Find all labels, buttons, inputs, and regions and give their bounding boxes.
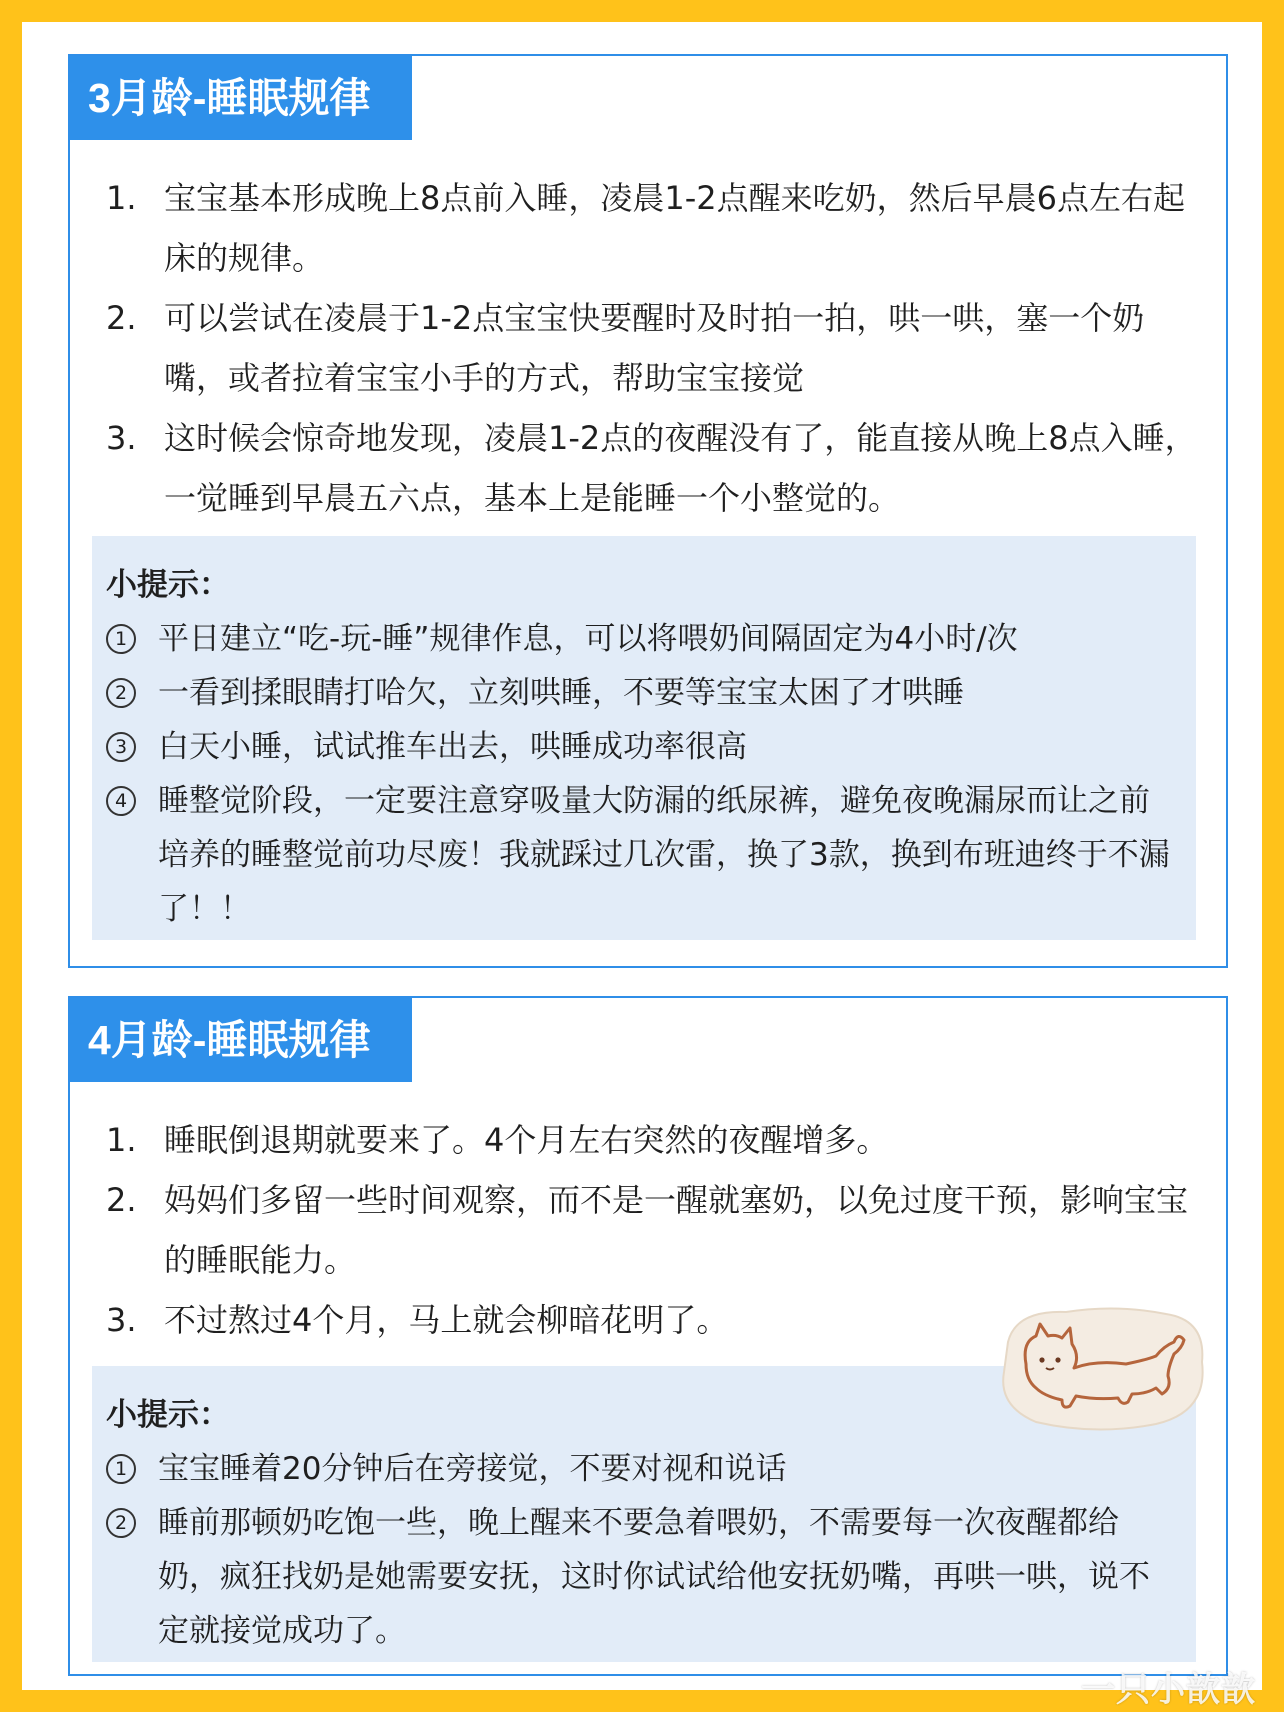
- tip-item: [106, 612, 1180, 666]
- circled-number-icon: 1: [106, 1454, 136, 1484]
- item-number: 1.: [106, 179, 137, 217]
- item-text: 宝宝基本形成晚上8点前入睡，凌晨1-2点醒来吃奶，然后早晨6点左右起床的规律。: [164, 179, 1185, 277]
- tip-text: 睡前那顿奶吃饱一些，晚上醒来不要急着喂奶，不需要每一次夜醒都给奶，疯狂找奶是她需要安抚，这时你试试给他安抚奶嘴，再哄一哄，说不定就接觉成功了。: [158, 1505, 1150, 1649]
- cat-sticker-icon: [996, 1302, 1210, 1434]
- section-title: 3月龄-睡眠规律: [70, 56, 412, 140]
- list-item: [106, 288, 1200, 408]
- item-number: 3.: [106, 1301, 137, 1339]
- list-item: [106, 168, 1200, 288]
- tip-text: 一看到揉眼睛打哈欠，立刻哄睡，不要等宝宝太困了才哄睡: [158, 675, 964, 711]
- item-text: 可以尝试在凌晨于1-2点宝宝快要醒时及时拍一拍，哄一哄，塞一个奶嘴，或者拉着宝宝小手的方式，帮助宝宝接觉: [164, 299, 1145, 397]
- item-number: 1.: [106, 1121, 137, 1159]
- circled-number-icon: 2: [106, 678, 136, 708]
- circled-number-icon: 1: [106, 624, 136, 654]
- list-item: [106, 408, 1200, 528]
- tip-item: [106, 720, 1180, 774]
- item-number: 2.: [106, 1181, 137, 1219]
- circled-number-icon: 3: [106, 732, 136, 762]
- tip-item: [106, 1496, 1180, 1658]
- section-3-month-card: [68, 54, 1228, 968]
- tip-text: 宝宝睡着20分钟后在旁接觉，不要对视和说话: [158, 1451, 787, 1487]
- item-text: 不过熬过4个月，马上就会柳暗花明了。: [164, 1301, 729, 1339]
- tips-box: [92, 536, 1196, 940]
- tip-text: 平日建立“吃-玩-睡”规律作息，可以将喂奶间隔固定为4小时/次: [158, 621, 1018, 657]
- circled-number-icon: 2: [106, 1508, 136, 1538]
- tip-item: [106, 666, 1180, 720]
- item-number: 2.: [106, 299, 137, 337]
- step-list: [106, 168, 1200, 528]
- item-text: 睡眠倒退期就要来了。4个月左右突然的夜醒增多。: [164, 1121, 889, 1159]
- list-item: [106, 1170, 1200, 1290]
- section-title: 4月龄-睡眠规律: [70, 998, 412, 1082]
- item-text: 妈妈们多留一些时间观察，而不是一醒就塞奶，以免过度干预，影响宝宝的睡眠能力。: [164, 1181, 1189, 1279]
- tip-item: [106, 774, 1180, 936]
- watermark: 一只小歆歆: [1081, 1670, 1256, 1710]
- tip-text: 白天小睡，试试推车出去，哄睡成功率很高: [158, 729, 747, 765]
- tips-heading: 小提示：: [106, 567, 230, 603]
- tip-text: 睡整觉阶段，一定要注意穿吸量大防漏的纸尿裤，避免夜晚漏尿而让之前培养的睡整觉前功尽废！我就踩过几次雷，换了3款，换到布班迪终于不漏了！！: [158, 783, 1170, 927]
- item-text: 这时候会惊奇地发现，凌晨1-2点的夜醒没有了，能直接从晚上8点入睡，一觉睡到早晨五六点，基本上是能睡一个小整觉的。: [164, 419, 1197, 517]
- list-item: [106, 1110, 1200, 1170]
- item-number: 3.: [106, 419, 137, 457]
- tip-item: [106, 1442, 1180, 1496]
- tips-heading: 小提示：: [106, 1397, 230, 1433]
- circled-number-icon: 4: [106, 786, 136, 816]
